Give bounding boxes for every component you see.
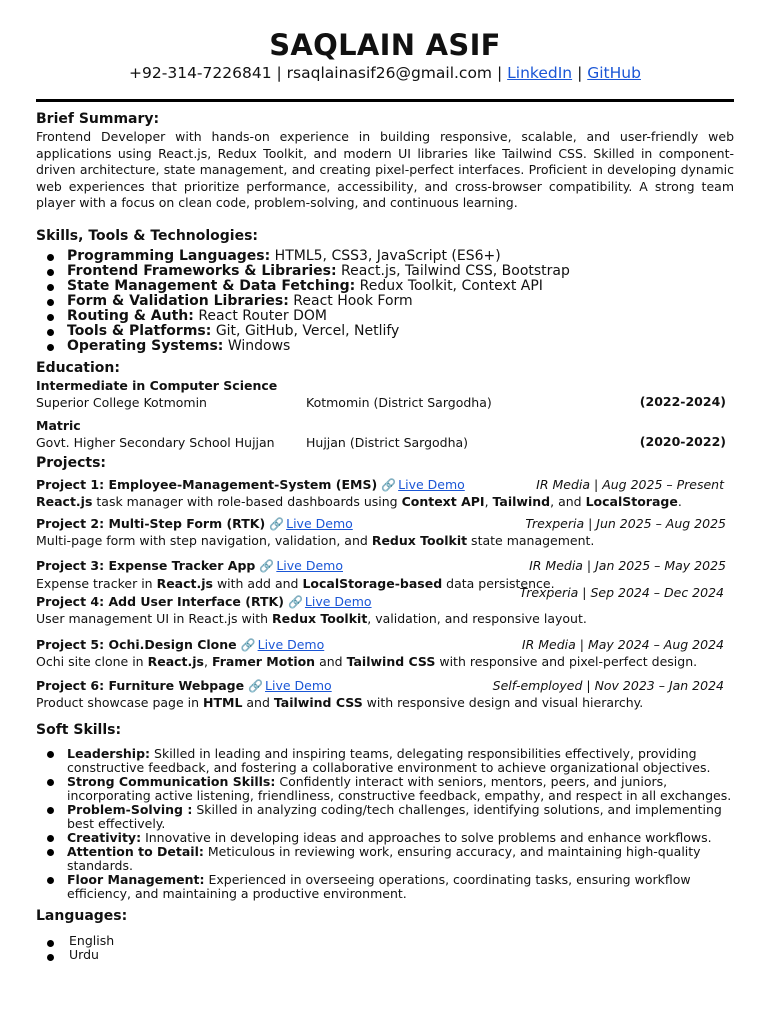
link-icon: 🔗 <box>287 594 303 609</box>
soft-skill-item: Attention to Detail: Meticulous in reviewing work, ensuring accuracy, and maintaining high-quality standards. <box>36 845 734 873</box>
education-years: (2022-2024) <box>639 393 726 409</box>
education-place: Hujjan (District Sargodha) <box>306 434 469 450</box>
skills-list <box>36 249 734 354</box>
project-entry <box>36 678 734 712</box>
soft-skills-list <box>36 747 734 901</box>
github-link[interactable]: GitHub <box>587 64 641 82</box>
skill-item: Frontend Frameworks & Libraries: React.js, Tailwind CSS, Bootstrap <box>36 264 734 279</box>
link-icon: 🔗 <box>269 516 285 531</box>
education-heading: Education: <box>36 359 120 376</box>
education-school: Govt. Higher Secondary School Hujjan <box>36 434 275 450</box>
live-demo-link[interactable]: Live Demo <box>257 636 325 652</box>
live-demo-link[interactable]: Live Demo <box>265 677 332 693</box>
project-description: Expense tracker in React.js with add and LocalStorage-based data persistence. <box>36 575 555 591</box>
project-timeline: Self-employed | Nov 2023 – Jan 2024 <box>492 677 724 693</box>
project-description: React.js task manager with role-based dashboards using Context API, Tailwind, and LocalStorage. <box>36 493 682 509</box>
contact-line <box>36 64 734 86</box>
project-title: Project 1: Employee-Management-System (EMS) <box>36 476 378 492</box>
education-school: Superior College Kotmomin <box>36 394 207 410</box>
live-demo-link[interactable]: Live Demo <box>304 593 372 609</box>
soft-skill-item: Problem-Solving : Skilled in analyzing coding/tech challenges, identifying solutions, and implementing best effectively. <box>36 803 734 831</box>
separator: | <box>276 64 282 82</box>
soft-skill-item: Strong Communication Skills: Confidently interact with seniors, mentors, peers, and juniors, incorporating active listening, friendliness, constructive feedback, empathy, and respect in all exchanges. <box>36 775 734 803</box>
project-timeline: Trexperia | Jun 2025 – Aug 2025 <box>525 515 726 531</box>
project-title: Project 6: Furniture Webpage <box>36 677 245 693</box>
skill-item: State Management & Data Fetching: Redux Toolkit, Context API <box>36 279 734 294</box>
skill-item: Tools & Platforms: Git, GitHub, Vercel, Netlify <box>36 324 734 339</box>
project-entry <box>36 584 734 628</box>
language-item: Urdu <box>36 948 734 962</box>
email-address: rsaqlainasif26@gmail.com <box>286 64 493 82</box>
skill-item: Programming Languages: HTML5, CSS3, JavaScript (ES6+) <box>36 249 734 264</box>
project-entry <box>36 477 734 511</box>
languages-heading: Languages: <box>36 907 128 924</box>
project-description: User management UI in React.js with Redux Toolkit, validation, and responsive layout. <box>36 610 587 626</box>
skill-item: Routing & Auth: React Router DOM <box>36 309 734 324</box>
resume-page <box>36 0 734 962</box>
project-timeline: IR Media | Aug 2025 – Present <box>536 476 724 492</box>
project-entry <box>36 516 734 550</box>
project-timeline: Trexperia | Sep 2024 – Dec 2024 <box>519 584 724 600</box>
project-description: Multi-page form with step navigation, validation, and Redux Toolkit state management. <box>36 532 595 548</box>
link-icon: 🔗 <box>259 558 275 573</box>
live-demo-link[interactable]: Live Demo <box>286 515 353 531</box>
summary-heading: Brief Summary: <box>36 111 160 127</box>
phone-number: +92-314-7226841 <box>129 64 272 82</box>
education-degree: Matric <box>36 417 81 433</box>
project-timeline: IR Media | Jan 2025 – May 2025 <box>529 557 726 573</box>
skill-item: Operating Systems: Windows <box>36 339 734 354</box>
linkedin-link[interactable]: LinkedIn <box>507 64 573 82</box>
project-title: Project 4: Add User Interface (RTK) <box>36 593 284 609</box>
link-icon: 🔗 <box>240 637 256 652</box>
education-entry <box>36 435 734 452</box>
candidate-name: SAQLAIN ASIF <box>269 28 501 62</box>
project-description: Ochi site clone in React.js, Framer Motion and Tailwind CSS with responsive and pixel-perfect design. <box>36 653 698 669</box>
project-title: Project 5: Ochi.Design Clone <box>36 636 237 652</box>
separator: | <box>577 64 583 82</box>
language-item: English <box>36 934 734 948</box>
project-entry <box>36 637 734 671</box>
live-demo-link[interactable]: Live Demo <box>276 557 343 573</box>
education-years: (2020-2022) <box>639 433 726 449</box>
soft-skill-item: Creativity: Innovative in developing ideas and approaches to solve problems and enhance workflows. <box>36 831 734 845</box>
project-description: Product showcase page in HTML and Tailwind CSS with responsive design and visual hierarchy. <box>36 694 644 710</box>
link-icon: 🔗 <box>248 678 264 693</box>
project-title: Project 2: Multi-Step Form (RTK) <box>36 515 266 531</box>
soft-skill-item: Leadership: Skilled in leading and inspiring teams, delegating responsibilities effectively, providing constructive feedback, and fostering a collaborative environment to achieve organizational objectives. <box>36 747 734 775</box>
projects-heading: Projects: <box>36 454 106 471</box>
header-divider <box>36 99 734 102</box>
education-degree: Intermediate in Computer Science <box>36 377 278 393</box>
live-demo-link[interactable]: Live Demo <box>398 476 465 492</box>
languages-list <box>36 934 734 962</box>
skill-item: Form & Validation Libraries: React Hook Form <box>36 294 734 309</box>
project-title: Project 3: Expense Tracker App <box>36 557 256 573</box>
summary-text: Frontend Developer with hands-on experience in building responsive, scalable, and user-friendly web applications using React.js, Redux Toolkit, and modern UI libraries like Tailwind CSS. Skilled in component-driven architecture, state management, and creating pixel-perfect interfaces. Proficient in developing dynamic web experiences that prioritize performance, accessibility, and cross-browser compatibility. A strong team player with a focus on clean code, problem-solving, and continuous learning. <box>36 129 734 210</box>
education-entry <box>36 395 734 412</box>
soft-skills-heading: Soft Skills: <box>36 721 122 738</box>
soft-skill-item: Floor Management: Experienced in overseeing operations, coordinating tasks, ensuring workflow efficiency, and maintaining a productive environment. <box>36 873 734 901</box>
project-timeline: IR Media | May 2024 – Aug 2024 <box>521 636 724 652</box>
separator: | <box>496 64 503 82</box>
education-place: Kotmomin (District Sargodha) <box>306 394 492 410</box>
skills-heading: Skills, Tools & Technologies: <box>36 227 259 244</box>
link-icon: 🔗 <box>381 477 397 492</box>
